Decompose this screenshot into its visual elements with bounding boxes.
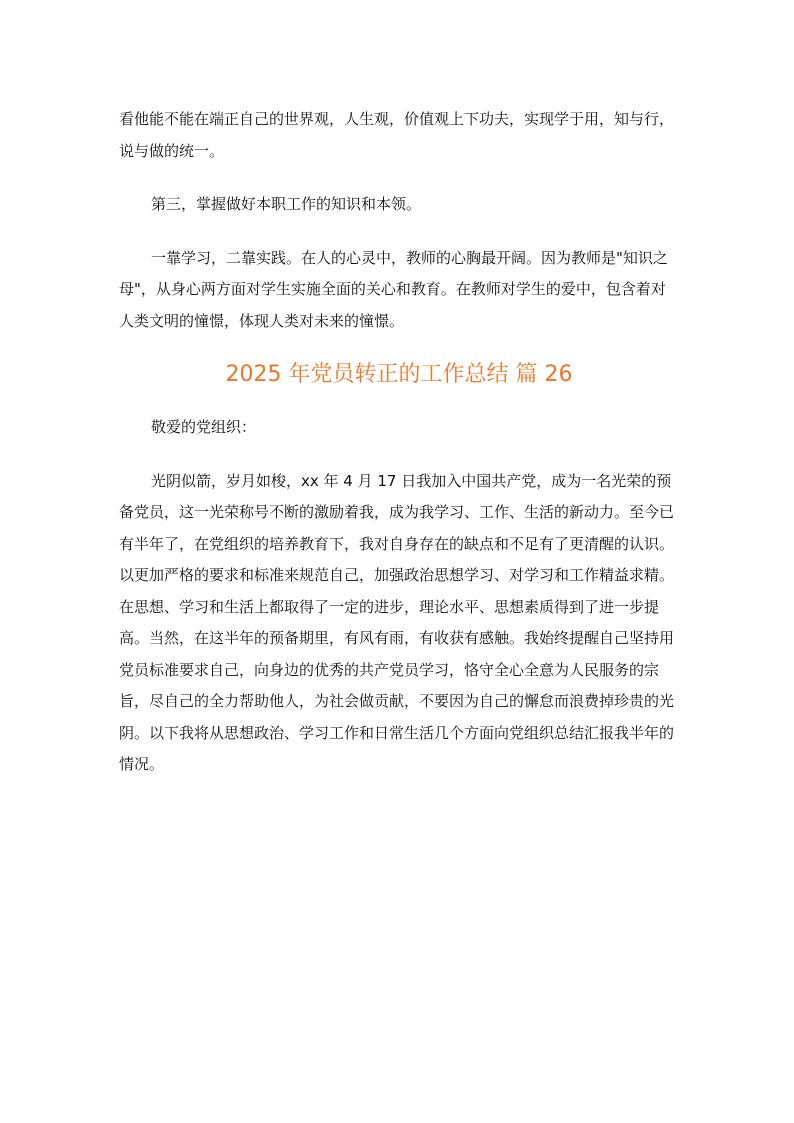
paragraph-third-point: 第三，掌握做好本职工作的知识和本领。 (151, 195, 422, 213)
paragraph-summary: 光阴似箭，岁月如梭，xx 年 4 月 17 日我加入中国共产党，成为一名光荣的预备党员，这一光荣称号不断的激励着我，成为我学习、工作、生活的新动力。至今已有半年了，在党组织的培养教育下，我对自身存在的缺点和不足有了更清醒的认识。以更加严格的要求和标准来规范自己，加强政治思想学习、对学习和工作精益求精。在思想、学习和生活上都取得了一定的进步，理论水平、思想素质得到了进一步提高。当然，在这半年的预备期里，有风有雨，有收获有感触。我始终提醒自己坚持用党员标准要求自己，向身边的优秀的共产党员学习，恪守全心全意为人民服务的宗旨，尽自己的全力帮助他人，为社会做贡献，不要因为自己的懈怠而浪费掉珍贵的光阴。以下我将从思想政治、学习工作和日常生活几个方面向党组织总结汇报我半年的情况。 (119, 471, 675, 773)
section-title: 2025 年党员转正的工作总结 篇 26 (225, 362, 573, 387)
paragraph-continuation: 看他能不能在端正自己的世界观，人生观，价值观上下功夫，实现学于用，知与行，说与做的统一。 (119, 110, 675, 160)
paragraph-teacher: 一靠学习，二靠实践。在人的心灵中，教师的心胸最开阔。因为教师是"知识之母"，从身心两方面对学生实施全面的关心和教育。在教师对学生的爱中，包含着对人类文明的憧憬，体现人类对未来的憧憬。 (119, 248, 668, 330)
salutation: 敬爱的党组织： (151, 418, 257, 436)
document-body (119, 104, 679, 781)
